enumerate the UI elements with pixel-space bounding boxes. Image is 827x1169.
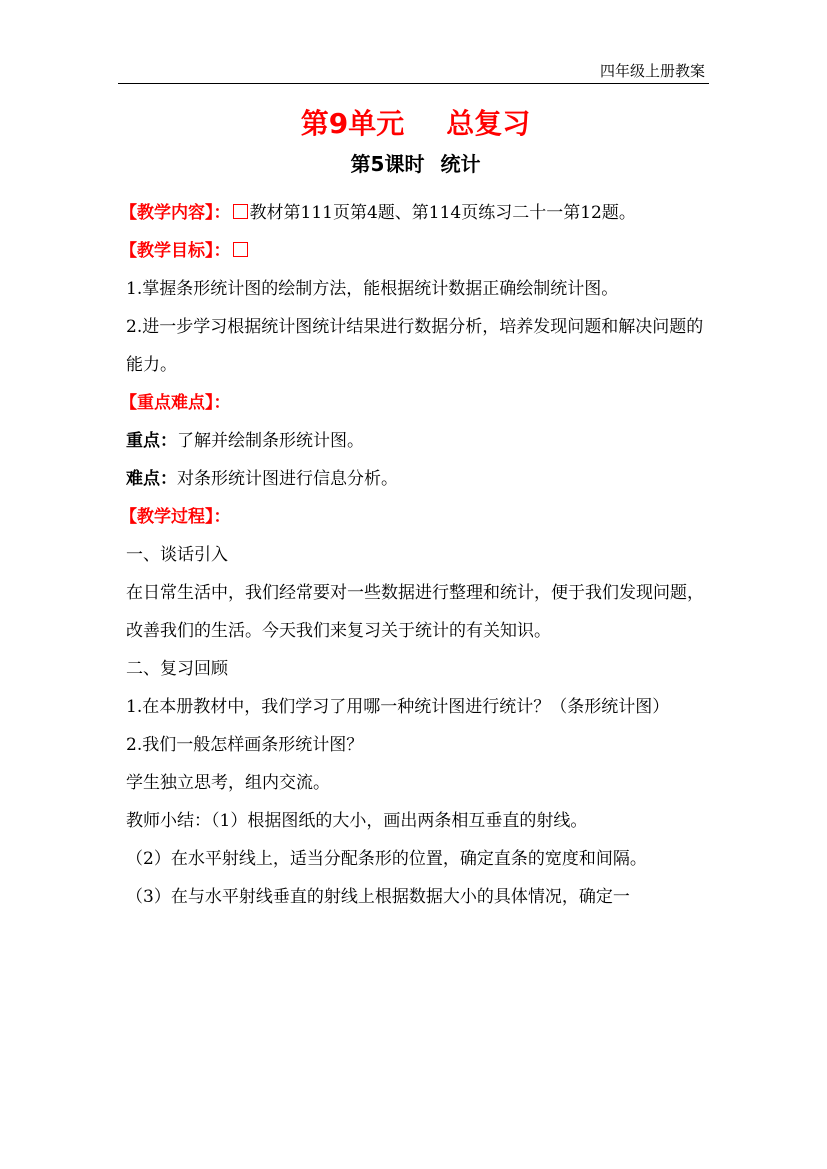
page-subtitle — [126, 148, 705, 180]
difficult-text: 对条形统计图进行信息分析。 — [177, 469, 398, 489]
process-question-1: 1.在本册教材中，我们学习了用哪一种统计图进行统计？（条形统计图） — [126, 697, 670, 717]
content-heading: 【教学内容】： — [120, 203, 231, 223]
title-topic: 总复习 — [446, 107, 531, 140]
process-teacher-summary: 教师小结：（1）根据图纸的大小，画出两条相互垂直的射线。 — [126, 811, 588, 831]
objectives-heading: 【教学目标】： — [120, 241, 231, 261]
process-student: 学生独立思考，组内交流。 — [126, 773, 330, 793]
key-point-line — [126, 422, 705, 460]
process-part1-text: 在日常生活中，我们经常要对一些数据进行整理和统计，便于我们发现问题，改善我们的生活。今天我们来复习关于统计的有关知识。 — [126, 583, 704, 641]
process-heading: 【教学过程】： — [120, 507, 231, 527]
document-body — [120, 100, 705, 916]
difficult-label: 难点： — [126, 469, 177, 489]
header-rule — [118, 83, 709, 84]
key-label: 重点： — [126, 431, 177, 451]
title-unit: 第9单元 — [300, 107, 405, 140]
process-part2-title: 二、复习回顾 — [126, 659, 228, 679]
header-text: 四年级上册教案 — [599, 62, 705, 80]
subtitle-topic: 统计 — [440, 152, 481, 176]
difficult-point-line — [126, 460, 705, 498]
page-title — [126, 102, 705, 146]
checkbox-icon — [233, 204, 248, 219]
objective-item: 2.进一步学习根据统计图统计结果进行数据分析，培养发现问题和解决问题的能力。 — [126, 317, 704, 375]
key-points-heading: 【重点难点】： — [120, 393, 231, 413]
key-points-heading-line — [120, 384, 705, 422]
process-heading-line — [120, 498, 705, 536]
process-step-2: （2）在水平射线上，适当分配条形的位置，确定直条的宽度和间隔。 — [126, 849, 647, 869]
process-part1-title: 一、谈话引入 — [126, 545, 228, 565]
process-question-2: 2.我们一般怎样画条形统计图？ — [126, 735, 364, 755]
process-step-3: （3）在与水平射线垂直的射线上根据数据大小的具体情况，确定一 — [126, 887, 630, 907]
objective-item: 1.掌握条形统计图的绘制方法，能根据统计数据正确绘制统计图。 — [126, 279, 619, 299]
content-text: 教材第111页第4题、第114页练习二十一第12题。 — [249, 203, 636, 223]
subtitle-lesson: 第5课时 — [350, 152, 425, 176]
content-paragraph — [120, 194, 705, 232]
key-text: 了解并绘制条形统计图。 — [177, 431, 364, 451]
objectives-heading-line — [120, 232, 705, 270]
checkbox-icon — [233, 242, 248, 257]
